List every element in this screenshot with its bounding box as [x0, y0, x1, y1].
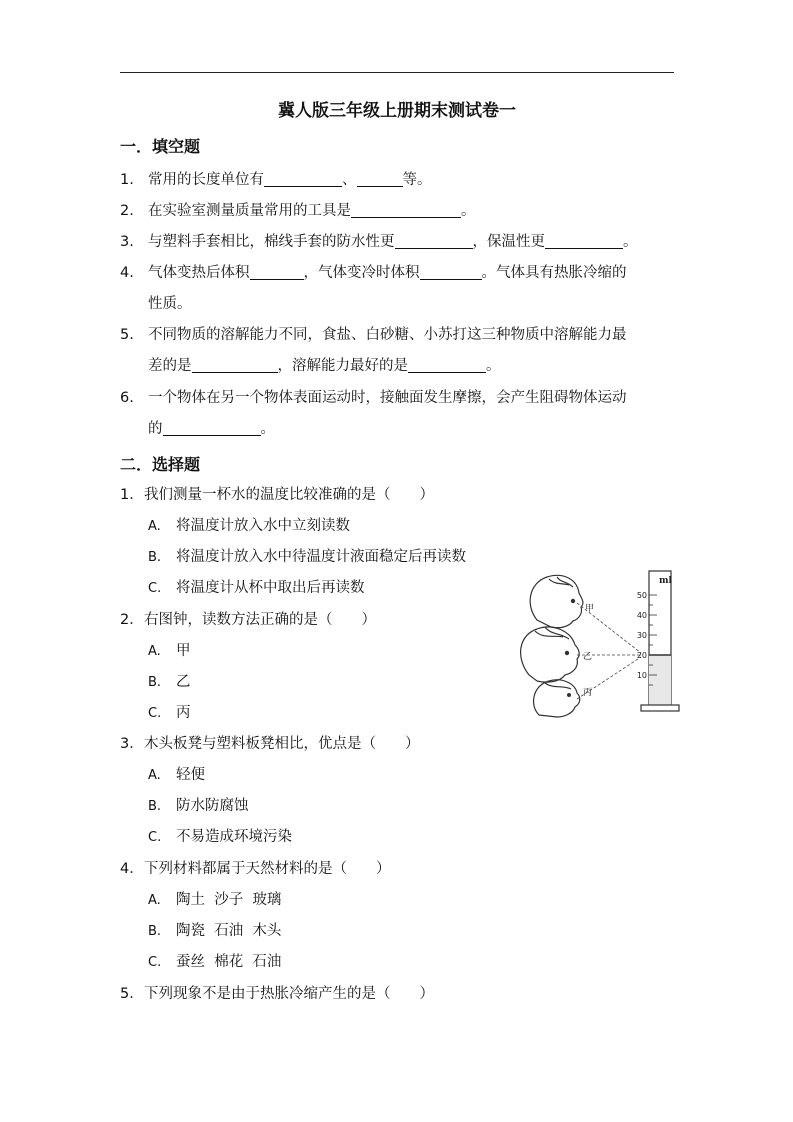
answer-blank[interactable]: [357, 172, 403, 187]
head-bing: [534, 680, 580, 717]
choice-option[interactable]: A. 陶土 沙子 玻璃: [148, 892, 282, 908]
answer-blank[interactable]: [264, 172, 342, 187]
choice-question-1: 1．我们测量一杯水的温度比较准确的是（ ）: [120, 487, 434, 503]
choice-option[interactable]: A. 将温度计放入水中立刻读数: [148, 518, 350, 534]
choice-option[interactable]: A. 甲: [148, 643, 191, 659]
choice-question-5: 5．下列现象不是由于热胀冷缩产生的是（ ）: [120, 986, 434, 1002]
choice-question-3: 3．木头板凳与塑料板凳相比，优点是（ ）: [120, 736, 420, 752]
label-yi: 乙: [583, 652, 593, 662]
answer-blank[interactable]: [395, 234, 473, 249]
tick-label: 40: [636, 611, 647, 620]
answer-blank[interactable]: [545, 234, 623, 249]
choice-option[interactable]: B. 防水防腐蚀: [148, 798, 249, 814]
answer-blank[interactable]: [351, 203, 461, 218]
choice-question-2: 2．右图钟，读数方法正确的是（ ）: [120, 612, 376, 628]
page-title: 冀人版三年级上册期末测试卷一: [278, 101, 516, 121]
choice-option[interactable]: B. 陶瓷 石油 木头: [148, 923, 282, 939]
answer-blank[interactable]: [408, 358, 486, 373]
choice-option[interactable]: A. 轻便: [148, 767, 205, 783]
tick-label: 50: [636, 591, 647, 600]
choice-option[interactable]: B. 将温度计放入水中待温度计液面稳定后再读数: [148, 549, 466, 565]
section-fill-blank-heading: 一．填空题: [120, 137, 201, 156]
answer-blank[interactable]: [163, 421, 261, 436]
fill-question-1: 1. 常用的长度单位有 、 等。: [120, 172, 432, 188]
fill-question-5-continued: 差的是 ，溶解能力最好的是 。: [148, 358, 501, 374]
fill-question-6: 6. 一个物体在另一个物体表面运动时，接触面发生摩擦，会产生阻碍物体运动: [120, 390, 627, 406]
fill-question-3: 3. 与塑料手套相比，棉线手套的防水性更 ，保温性更 。: [120, 234, 638, 250]
cylinder-reading-figure: [515, 565, 687, 721]
fill-question-6-continued: 的 。: [148, 421, 275, 437]
label-jia: 甲: [585, 604, 595, 614]
choice-question-4: 4．下列材料都属于天然材料的是（ ）: [120, 861, 391, 877]
choice-option[interactable]: C. 丙: [148, 705, 191, 721]
tick-label: 20: [636, 651, 647, 660]
head-yi: [521, 627, 580, 682]
tick-label: 30: [636, 631, 647, 640]
fill-question-2: 2. 在实验室测量质量常用的工具是 。: [120, 203, 476, 219]
choice-option[interactable]: B. 乙: [148, 674, 191, 690]
header-rule: [120, 72, 674, 73]
fill-question-5: 5. 不同物质的溶解能力不同，食盐、白砂糖、小苏打这三种物质中溶解能力最: [120, 327, 627, 343]
fill-question-4: 4. 气体变热后体积 ，气体变冷时体积 。气体具有热胀冷缩的: [120, 265, 627, 281]
fill-question-4-continued: 性质。: [148, 296, 192, 312]
answer-blank[interactable]: [192, 358, 278, 373]
answer-blank[interactable]: [250, 265, 304, 280]
sight-lines: [577, 603, 641, 699]
choice-option[interactable]: C. 蚕丝 棉花 石油: [148, 954, 282, 970]
head-jia: [530, 575, 583, 627]
section-choice-heading: 二．选择题: [120, 455, 201, 474]
answer-blank[interactable]: [420, 265, 482, 280]
unit-label: ml: [659, 576, 672, 586]
choice-option[interactable]: C. 将温度计从杯中取出后再读数: [148, 580, 365, 596]
tick-label: 10: [636, 671, 647, 680]
choice-option[interactable]: C. 不易造成环境污染: [148, 829, 292, 845]
label-bing: 丙: [583, 688, 593, 698]
